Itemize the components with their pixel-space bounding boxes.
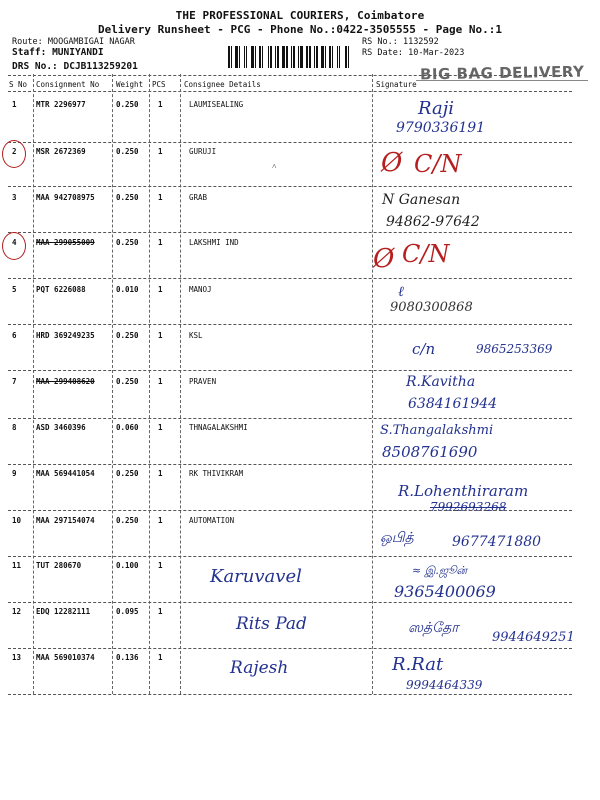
row-10-consignment: MAA 297154074 bbox=[36, 516, 95, 525]
row-6-sno: 6 bbox=[12, 331, 17, 340]
row-1-signature-name: Raji bbox=[418, 98, 455, 119]
runsheet-page: THE PROFESSIONAL COURIERS, Coimbatore Delivery Runsheet - PCG - Phone No.:0422-3505555 - Page No.:1 Route: MOOGAMBIGAI NAGAR Staff: MUNIYANDI DRS No.: DCJB113259201 RS No.: 1132592 RS Date: 10-Mar-2023 BIG BAG DELIVERY S No Consignment No Weight PCS Consignee Details Signature 1 MTR 2296977 0.250 1 LAUMISEALING Raji 9790336191 2 MSR 2672369 0.250 1 GURUJI ˄ Ø C/N 3 MAA 942708975 0.250 1 GRAB N Ganesan 94862-97642 4 MAA 299055009 0.250 1 LAKSHMI IND Ø C/N 5 PQT 6226088 0.010 1 MANOJ ℓ 9080300868 6 HRD 369249235 0.250 1 KSL c/n 9865253369 7 MAA 299408620 0.250 1 PRAVEN R.Kavitha 6384161944 8 ASD 3460396 0.060 1 THNAGALAKSHMI S.Thangalakshmi 8508761690 9 MAA 569441054 0.250 1 RK THIVIKRAM R.Lohenthiraram 7992693268 10 MAA 297154074 0.250 1 AUTOMATION ஒபித் 9677471880 11 TUT 280670 0.100 1 Karuvavel ≈ இ.ஜூன் 9365400069 12 EDQ 12282111 0.095 1 Rits Pad ஸத்தோ 9944649251 13 MAA 569010374 0.136 1 Rajesh R.Rat 9994464339 bbox=[0, 0, 600, 800]
row-separator bbox=[8, 278, 572, 279]
col-header-signature: Signature bbox=[376, 80, 417, 89]
row-8-signature-phone: 8508761690 bbox=[382, 443, 478, 461]
row-3-sno: 3 bbox=[12, 193, 17, 202]
route-line bbox=[12, 37, 135, 47]
row-13-consignment: MAA 569010374 bbox=[36, 653, 95, 662]
row-4-signature: C/N bbox=[402, 240, 450, 268]
row-3-signature-phone: 94862-97642 bbox=[386, 214, 480, 230]
row-separator bbox=[8, 510, 572, 511]
drs-label: DRS No.: bbox=[12, 61, 58, 72]
route-label: Route: bbox=[12, 37, 43, 47]
document-subtitle: Delivery Runsheet - PCG - Phone No.:0422-3505555 - Page No.:1 bbox=[98, 23, 502, 36]
row-3-pcs: 1 bbox=[158, 193, 163, 202]
rs-date-label: RS Date: bbox=[362, 48, 403, 58]
row-9-consignment: MAA 569441054 bbox=[36, 469, 95, 478]
header-bottom-line bbox=[8, 91, 572, 92]
row-3-consignee: GRAB bbox=[189, 193, 208, 202]
row-9-weight: 0.250 bbox=[116, 469, 139, 478]
row-11-signature-phone: 9365400069 bbox=[394, 582, 496, 601]
row-6-pcs: 1 bbox=[158, 331, 163, 340]
row-4-weight: 0.250 bbox=[116, 238, 139, 247]
header-top-line bbox=[8, 75, 572, 76]
row-9-consignee: RK THIVIKRAM bbox=[189, 469, 244, 478]
row-separator bbox=[8, 648, 572, 649]
row-13-signature-phone: 9994464339 bbox=[406, 678, 483, 692]
document-title: THE PROFESSIONAL COURIERS, Coimbatore bbox=[175, 9, 425, 22]
col-header-pcs: PCS bbox=[152, 80, 166, 89]
col-separator bbox=[149, 74, 150, 694]
row-6-signature-mark: c/n bbox=[412, 340, 436, 358]
row-7-signature-phone: 6384161944 bbox=[408, 396, 498, 412]
row-1-signature-phone: 9790336191 bbox=[396, 120, 486, 136]
row-8-consignee: THNAGALAKSHMI bbox=[189, 423, 248, 432]
row-5-consignment: PQT 6226088 bbox=[36, 285, 86, 294]
route-value: MOOGAMBIGAI NAGAR bbox=[47, 37, 135, 47]
row-2-sno: 2 bbox=[12, 147, 17, 156]
row-12-consignment: EDQ 12282111 bbox=[36, 607, 91, 616]
row-7-pcs: 1 bbox=[158, 377, 163, 386]
col-separator bbox=[112, 74, 113, 694]
row-10-signature-phone: 9677471880 bbox=[452, 534, 542, 550]
row-13-signature-name: R.Rat bbox=[392, 654, 444, 675]
stamp-underline bbox=[416, 80, 588, 81]
row-12-pcs: 1 bbox=[158, 607, 163, 616]
row-10-consignee: AUTOMATION bbox=[189, 516, 235, 525]
row-8-sno: 8 bbox=[12, 423, 17, 432]
row-11-consignee-handwritten: Karuvavel bbox=[210, 566, 302, 587]
rs-date-line bbox=[362, 48, 464, 58]
row-separator bbox=[8, 464, 572, 465]
row-13-pcs: 1 bbox=[158, 653, 163, 662]
row-13-sno: 13 bbox=[12, 653, 22, 662]
barcode bbox=[228, 46, 356, 68]
row-6-consignment: HRD 369249235 bbox=[36, 331, 95, 340]
row-8-pcs: 1 bbox=[158, 423, 163, 432]
row-separator bbox=[8, 370, 572, 371]
row-1-sno: 1 bbox=[12, 100, 17, 109]
row-2-consignment: MSR 2672369 bbox=[36, 147, 86, 156]
big-bag-delivery-stamp: BIG BAG DELIVERY bbox=[419, 62, 585, 84]
row-2-mark: Ø bbox=[381, 148, 403, 178]
row-7-consignment: MAA 299408620 bbox=[36, 377, 95, 386]
col-separator bbox=[372, 74, 373, 694]
row-5-consignee: MANOJ bbox=[189, 285, 212, 294]
row-7-signature-name: R.Kavitha bbox=[406, 374, 476, 390]
row-separator bbox=[8, 232, 572, 233]
drs-line bbox=[12, 61, 138, 72]
row-11-consignment: TUT 280670 bbox=[36, 561, 82, 570]
row-8-signature-name: S.Thangalakshmi bbox=[380, 423, 494, 438]
row-12-signature-phone: 9944649251 bbox=[492, 630, 575, 645]
row-9-signature-name: R.Lohenthiraram bbox=[398, 482, 529, 500]
rs-no-value: 1132592 bbox=[402, 37, 439, 47]
col-separator bbox=[180, 74, 181, 694]
rs-no-label: RS No.: bbox=[362, 37, 398, 47]
row-8-consignment: ASD 3460396 bbox=[36, 423, 86, 432]
row-9-pcs: 1 bbox=[158, 469, 163, 478]
row-11-weight: 0.100 bbox=[116, 561, 139, 570]
row-9-sno: 9 bbox=[12, 469, 17, 478]
row-13-weight: 0.136 bbox=[116, 653, 139, 662]
row-10-pcs: 1 bbox=[158, 516, 163, 525]
row-4-mark: Ø bbox=[373, 244, 395, 274]
row-3-weight: 0.250 bbox=[116, 193, 139, 202]
col-header-consignee: Consignee Details bbox=[184, 80, 261, 89]
row-4-consignee: LAKSHMI IND bbox=[189, 238, 239, 247]
row-6-weight: 0.250 bbox=[116, 331, 139, 340]
row-2-consignee: GURUJI bbox=[189, 147, 217, 156]
row-separator bbox=[8, 694, 572, 695]
row-separator bbox=[8, 142, 572, 143]
row-9-signature-phone: 7992693268 bbox=[430, 500, 507, 514]
row-6-consignee: KSL bbox=[189, 331, 203, 340]
row-1-pcs: 1 bbox=[158, 100, 163, 109]
col-header-sno: S No bbox=[9, 80, 28, 89]
col-separator bbox=[33, 74, 34, 694]
row-10-weight: 0.250 bbox=[116, 516, 139, 525]
drs-value: DCJB113259201 bbox=[63, 61, 138, 72]
col-header-consignment: Consignment No bbox=[36, 80, 100, 89]
row-13-consignee-handwritten: Rajesh bbox=[230, 658, 289, 678]
row-12-consignee-handwritten: Rits Pad bbox=[236, 614, 307, 634]
row-11-sno: 11 bbox=[12, 561, 22, 570]
row-separator bbox=[8, 556, 572, 557]
row-2-weight: 0.250 bbox=[116, 147, 139, 156]
row-4-pcs: 1 bbox=[158, 238, 163, 247]
rs-no-line bbox=[362, 37, 439, 47]
row-1-weight: 0.250 bbox=[116, 100, 139, 109]
rs-date-value: 10-Mar-2023 bbox=[408, 48, 465, 58]
row-4-consignment: MAA 299055009 bbox=[36, 238, 95, 247]
row-2-pcs: 1 bbox=[158, 147, 163, 156]
row-separator bbox=[8, 602, 572, 603]
staff-line bbox=[12, 47, 104, 58]
row-separator bbox=[8, 418, 572, 419]
row-3-signature-name: N Ganesan bbox=[382, 192, 461, 208]
row-1-consignment: MTR 2296977 bbox=[36, 100, 86, 109]
row-5-signature-phone: 9080300868 bbox=[390, 300, 473, 315]
row-12-sno: 12 bbox=[12, 607, 22, 616]
row-7-weight: 0.250 bbox=[116, 377, 139, 386]
row-2-signature: C/N bbox=[414, 150, 462, 178]
row-7-sno: 7 bbox=[12, 377, 17, 386]
row-7-consignee: PRAVEN bbox=[189, 377, 217, 386]
row-5-sno: 5 bbox=[12, 285, 17, 294]
row-5-pcs: 1 bbox=[158, 285, 163, 294]
col-header-weight: Weight bbox=[116, 80, 144, 89]
row-12-weight: 0.095 bbox=[116, 607, 139, 616]
staff-label: Staff: bbox=[12, 47, 47, 58]
row-separator bbox=[8, 324, 572, 325]
row-11-pcs: 1 bbox=[158, 561, 163, 570]
staff-value: MUNIYANDI bbox=[52, 47, 104, 58]
row-8-weight: 0.060 bbox=[116, 423, 139, 432]
row-1-consignee: LAUMISEALING bbox=[189, 100, 244, 109]
row-5-weight: 0.010 bbox=[116, 285, 139, 294]
row-4-sno: 4 bbox=[12, 238, 17, 247]
row-separator bbox=[8, 186, 572, 187]
row-6-signature-phone: 9865253369 bbox=[476, 342, 553, 356]
row-10-sno: 10 bbox=[12, 516, 22, 525]
row-3-consignment: MAA 942708975 bbox=[36, 193, 95, 202]
